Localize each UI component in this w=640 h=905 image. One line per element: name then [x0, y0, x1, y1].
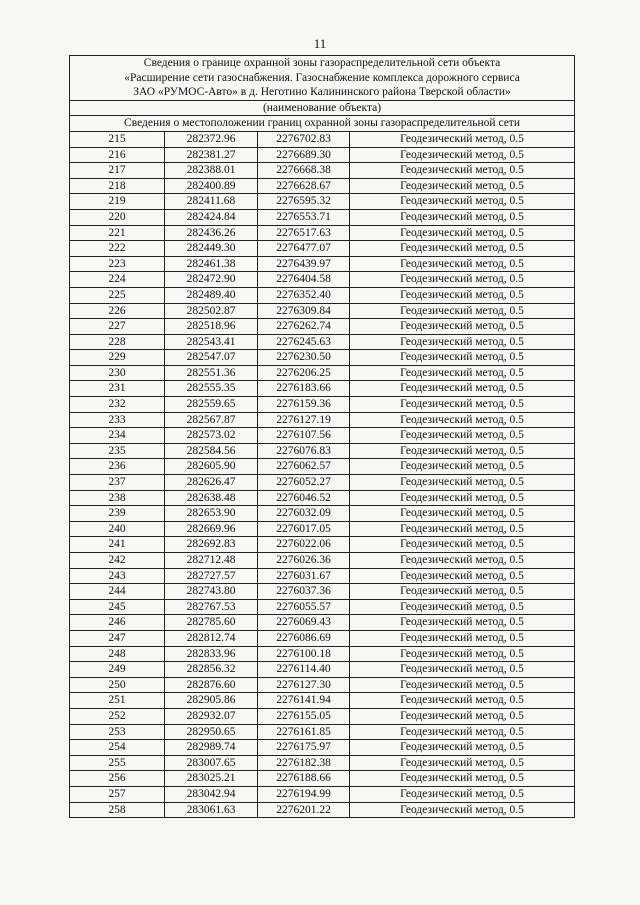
- object-caption-row: [70, 100, 575, 116]
- coord-x-cell: 283025.21: [165, 771, 258, 787]
- point-number-cell: 222: [70, 241, 165, 257]
- method-accuracy-cell: Геодезический метод, 0.5: [350, 599, 575, 615]
- coord-x-cell: 282388.01: [165, 163, 258, 179]
- title-line-2: «Расширение сети газоснабжения. Газоснабжение комплекса дорожного сервиса: [124, 71, 520, 84]
- coord-x-cell: 282400.89: [165, 178, 258, 194]
- coord-y-cell: 2276668.38: [258, 163, 350, 179]
- coord-y-cell: 2276309.84: [258, 303, 350, 319]
- method-accuracy-cell: Геодезический метод, 0.5: [350, 225, 575, 241]
- method-accuracy-cell: Геодезический метод, 0.5: [350, 381, 575, 397]
- point-number-cell: 254: [70, 740, 165, 756]
- coord-x-cell: 282692.83: [165, 537, 258, 553]
- table-row: [70, 443, 575, 459]
- method-accuracy-cell: Геодезический метод, 0.5: [350, 365, 575, 381]
- coord-x-cell: 282543.41: [165, 334, 258, 350]
- coord-x-cell: 282559.65: [165, 397, 258, 413]
- coord-y-cell: 2276352.40: [258, 287, 350, 303]
- point-number-cell: 228: [70, 334, 165, 350]
- title-line-3: ЗАО «РУМОС-Авто» в д. Неготино Калининского района Тверской области»: [133, 86, 511, 99]
- table-row: [70, 740, 575, 756]
- table-row: [70, 131, 575, 147]
- point-number-cell: 224: [70, 272, 165, 288]
- coord-x-cell: 282472.90: [165, 272, 258, 288]
- point-number-cell: 226: [70, 303, 165, 319]
- coord-x-cell: 282876.60: [165, 677, 258, 693]
- table-row: [70, 537, 575, 553]
- coord-x-cell: 282605.90: [165, 459, 258, 475]
- coord-y-cell: 2276553.71: [258, 209, 350, 225]
- method-accuracy-cell: Геодезический метод, 0.5: [350, 693, 575, 709]
- coord-y-cell: 2276517.63: [258, 225, 350, 241]
- coord-y-cell: 2276086.69: [258, 630, 350, 646]
- point-number-cell: 227: [70, 319, 165, 335]
- coord-x-cell: 282785.60: [165, 615, 258, 631]
- coord-y-cell: 2276628.67: [258, 178, 350, 194]
- table-row: [70, 693, 575, 709]
- method-accuracy-cell: Геодезический метод, 0.5: [350, 256, 575, 272]
- table-row: [70, 553, 575, 569]
- coord-x-cell: 282833.96: [165, 646, 258, 662]
- point-number-cell: 250: [70, 677, 165, 693]
- header-title-cell: [70, 56, 575, 101]
- table-row: [70, 287, 575, 303]
- coord-x-cell: 282932.07: [165, 708, 258, 724]
- coord-y-cell: 2276404.58: [258, 272, 350, 288]
- method-accuracy-cell: Геодезический метод, 0.5: [350, 459, 575, 475]
- method-accuracy-cell: Геодезический метод, 0.5: [350, 443, 575, 459]
- method-accuracy-cell: Геодезический метод, 0.5: [350, 350, 575, 366]
- method-accuracy-cell: Геодезический метод, 0.5: [350, 303, 575, 319]
- point-number-cell: 247: [70, 630, 165, 646]
- coord-x-cell: 282989.74: [165, 740, 258, 756]
- coord-x-cell: 282424.84: [165, 209, 258, 225]
- method-accuracy-cell: Геодезический метод, 0.5: [350, 131, 575, 147]
- table-row: [70, 334, 575, 350]
- coord-y-cell: 2276175.97: [258, 740, 350, 756]
- coord-y-cell: 2276031.67: [258, 568, 350, 584]
- title-line-1: Сведения о границе охранной зоны газораспределительной сети объекта: [143, 57, 501, 69]
- point-number-cell: 216: [70, 147, 165, 163]
- point-number-cell: 255: [70, 755, 165, 771]
- coord-x-cell: 282905.86: [165, 693, 258, 709]
- point-number-cell: 223: [70, 256, 165, 272]
- coord-x-cell: 282653.90: [165, 506, 258, 522]
- coord-x-cell: 282461.38: [165, 256, 258, 272]
- table-row: [70, 521, 575, 537]
- coord-x-cell: 282626.47: [165, 475, 258, 491]
- coord-x-cell: 282669.96: [165, 521, 258, 537]
- point-number-cell: 243: [70, 568, 165, 584]
- coord-y-cell: 2276046.52: [258, 490, 350, 506]
- point-number-cell: 238: [70, 490, 165, 506]
- table-row: [70, 615, 575, 631]
- table-row: [70, 412, 575, 428]
- method-accuracy-cell: Геодезический метод, 0.5: [350, 568, 575, 584]
- coord-x-cell: 282567.87: [165, 412, 258, 428]
- coord-y-cell: 2276689.30: [258, 147, 350, 163]
- method-accuracy-cell: Геодезический метод, 0.5: [350, 287, 575, 303]
- point-number-cell: 229: [70, 350, 165, 366]
- point-number-cell: 249: [70, 662, 165, 678]
- method-accuracy-cell: Геодезический метод, 0.5: [350, 615, 575, 631]
- coord-y-cell: 2276062.57: [258, 459, 350, 475]
- point-number-cell: 242: [70, 553, 165, 569]
- coord-y-cell: 2276114.40: [258, 662, 350, 678]
- table-row: [70, 350, 575, 366]
- point-number-cell: 239: [70, 506, 165, 522]
- coord-y-cell: 2276055.57: [258, 599, 350, 615]
- method-accuracy-cell: Геодезический метод, 0.5: [350, 786, 575, 802]
- coord-y-cell: 2276127.30: [258, 677, 350, 693]
- coord-y-cell: 2276076.83: [258, 443, 350, 459]
- coord-y-cell: 2276595.32: [258, 194, 350, 210]
- coord-x-cell: 282449.30: [165, 241, 258, 257]
- coord-y-cell: 2276155.05: [258, 708, 350, 724]
- coord-x-cell: 282950.65: [165, 724, 258, 740]
- table-row: [70, 802, 575, 818]
- method-accuracy-cell: Геодезический метод, 0.5: [350, 677, 575, 693]
- coord-y-cell: 2276017.05: [258, 521, 350, 537]
- coord-y-cell: 2276201.22: [258, 802, 350, 818]
- table-row: [70, 428, 575, 444]
- method-accuracy-cell: Геодезический метод, 0.5: [350, 755, 575, 771]
- point-number-cell: 252: [70, 708, 165, 724]
- method-accuracy-cell: Геодезический метод, 0.5: [350, 724, 575, 740]
- coord-x-cell: 282551.36: [165, 365, 258, 381]
- coord-x-cell: 282411.68: [165, 194, 258, 210]
- point-number-cell: 235: [70, 443, 165, 459]
- table-row: [70, 646, 575, 662]
- table-row: [70, 506, 575, 522]
- coord-y-cell: 2276262.74: [258, 319, 350, 335]
- coord-y-cell: 2276069.43: [258, 615, 350, 631]
- method-accuracy-cell: Геодезический метод, 0.5: [350, 319, 575, 335]
- coord-x-cell: 282489.40: [165, 287, 258, 303]
- coord-y-cell: 2276206.25: [258, 365, 350, 381]
- point-number-cell: 219: [70, 194, 165, 210]
- table-row: [70, 459, 575, 475]
- method-accuracy-cell: Геодезический метод, 0.5: [350, 163, 575, 179]
- table-row: [70, 209, 575, 225]
- method-accuracy-cell: Геодезический метод, 0.5: [350, 553, 575, 569]
- method-accuracy-cell: Геодезический метод, 0.5: [350, 802, 575, 818]
- point-number-cell: 258: [70, 802, 165, 818]
- method-accuracy-cell: Геодезический метод, 0.5: [350, 506, 575, 522]
- method-accuracy-cell: Геодезический метод, 0.5: [350, 646, 575, 662]
- coord-x-cell: 282856.32: [165, 662, 258, 678]
- coord-x-cell: 282712.48: [165, 553, 258, 569]
- coord-y-cell: 2276245.63: [258, 334, 350, 350]
- point-number-cell: 234: [70, 428, 165, 444]
- point-number-cell: 256: [70, 771, 165, 787]
- coord-x-cell: 282727.57: [165, 568, 258, 584]
- method-accuracy-cell: Геодезический метод, 0.5: [350, 708, 575, 724]
- coord-y-cell: 2276100.18: [258, 646, 350, 662]
- coord-x-cell: 283042.94: [165, 786, 258, 802]
- page-number: 11: [313, 36, 327, 51]
- method-accuracy-cell: Геодезический метод, 0.5: [350, 740, 575, 756]
- table-row: [70, 662, 575, 678]
- coord-x-cell: 282436.26: [165, 225, 258, 241]
- coord-y-cell: 2276022.06: [258, 537, 350, 553]
- coord-y-cell: 2276107.56: [258, 428, 350, 444]
- coord-y-cell: 2276182.38: [258, 755, 350, 771]
- point-number-cell: 225: [70, 287, 165, 303]
- table-row: [70, 256, 575, 272]
- point-number-cell: 230: [70, 365, 165, 381]
- coord-y-cell: 2276037.36: [258, 584, 350, 600]
- point-number-cell: 217: [70, 163, 165, 179]
- method-accuracy-cell: Геодезический метод, 0.5: [350, 490, 575, 506]
- table-row: [70, 568, 575, 584]
- table-row: [70, 786, 575, 802]
- coord-x-cell: 283061.63: [165, 802, 258, 818]
- method-accuracy-cell: Геодезический метод, 0.5: [350, 662, 575, 678]
- coord-y-cell: 2276052.27: [258, 475, 350, 491]
- point-number-cell: 240: [70, 521, 165, 537]
- coord-y-cell: 2276161.85: [258, 724, 350, 740]
- point-number-cell: 248: [70, 646, 165, 662]
- coord-y-cell: 2276477.07: [258, 241, 350, 257]
- table-row: [70, 724, 575, 740]
- table-row: [70, 241, 575, 257]
- table-row: [70, 147, 575, 163]
- table-row: [70, 755, 575, 771]
- coord-y-cell: 2276127.19: [258, 412, 350, 428]
- table-row: [70, 272, 575, 288]
- coord-y-cell: 2276194.99: [258, 786, 350, 802]
- table-row: [70, 225, 575, 241]
- table-row: [70, 490, 575, 506]
- coord-x-cell: 282573.02: [165, 428, 258, 444]
- table-row: [70, 319, 575, 335]
- table-row: [70, 178, 575, 194]
- table-row: [70, 475, 575, 491]
- method-accuracy-cell: Геодезический метод, 0.5: [350, 178, 575, 194]
- point-number-cell: 232: [70, 397, 165, 413]
- method-accuracy-cell: Геодезический метод, 0.5: [350, 521, 575, 537]
- method-accuracy-cell: Геодезический метод, 0.5: [350, 584, 575, 600]
- coord-x-cell: 282555.35: [165, 381, 258, 397]
- coord-y-cell: 2276026.36: [258, 553, 350, 569]
- coord-x-cell: 282502.87: [165, 303, 258, 319]
- point-number-cell: 218: [70, 178, 165, 194]
- point-number-cell: 253: [70, 724, 165, 740]
- coord-x-cell: 282518.96: [165, 319, 258, 335]
- section-title: Сведения о местоположении границ охранной зоны газораспределительной сети: [70, 116, 575, 132]
- table-row: [70, 584, 575, 600]
- point-number-cell: 244: [70, 584, 165, 600]
- table-row: [70, 194, 575, 210]
- table-row: [70, 365, 575, 381]
- coord-x-cell: 282638.48: [165, 490, 258, 506]
- method-accuracy-cell: Геодезический метод, 0.5: [350, 412, 575, 428]
- point-number-cell: 246: [70, 615, 165, 631]
- method-accuracy-cell: Геодезический метод, 0.5: [350, 334, 575, 350]
- table-row: [70, 381, 575, 397]
- coord-y-cell: 2276439.97: [258, 256, 350, 272]
- coord-x-cell: 282584.56: [165, 443, 258, 459]
- point-number-cell: 215: [70, 131, 165, 147]
- table-row: [70, 303, 575, 319]
- point-number-cell: 220: [70, 209, 165, 225]
- coord-x-cell: 282547.07: [165, 350, 258, 366]
- point-number-cell: 251: [70, 693, 165, 709]
- method-accuracy-cell: Геодезический метод, 0.5: [350, 194, 575, 210]
- coord-y-cell: 2276702.83: [258, 131, 350, 147]
- boundary-table: [69, 55, 575, 818]
- method-accuracy-cell: Геодезический метод, 0.5: [350, 209, 575, 225]
- point-number-cell: 233: [70, 412, 165, 428]
- point-number-cell: 241: [70, 537, 165, 553]
- coord-y-cell: 2276183.66: [258, 381, 350, 397]
- coord-x-cell: 282812.74: [165, 630, 258, 646]
- header-title-row: [70, 56, 575, 101]
- table-row: [70, 677, 575, 693]
- point-number-cell: 245: [70, 599, 165, 615]
- method-accuracy-cell: Геодезический метод, 0.5: [350, 272, 575, 288]
- coord-y-cell: 2276032.09: [258, 506, 350, 522]
- coord-x-cell: 282381.27: [165, 147, 258, 163]
- coord-y-cell: 2276188.66: [258, 771, 350, 787]
- coord-y-cell: 2276159.36: [258, 397, 350, 413]
- section-title-row: [70, 116, 575, 132]
- coord-x-cell: 282767.53: [165, 599, 258, 615]
- coord-x-cell: 282372.96: [165, 131, 258, 147]
- method-accuracy-cell: Геодезический метод, 0.5: [350, 147, 575, 163]
- table-row: [70, 708, 575, 724]
- coord-y-cell: 2276230.50: [258, 350, 350, 366]
- table-row: [70, 599, 575, 615]
- point-number-cell: 231: [70, 381, 165, 397]
- point-number-cell: 236: [70, 459, 165, 475]
- coord-x-cell: 283007.65: [165, 755, 258, 771]
- table-row: [70, 163, 575, 179]
- method-accuracy-cell: Геодезический метод, 0.5: [350, 537, 575, 553]
- point-number-cell: 221: [70, 225, 165, 241]
- method-accuracy-cell: Геодезический метод, 0.5: [350, 241, 575, 257]
- method-accuracy-cell: Геодезический метод, 0.5: [350, 630, 575, 646]
- table-row: [70, 630, 575, 646]
- coord-x-cell: 282743.80: [165, 584, 258, 600]
- coord-y-cell: 2276141.94: [258, 693, 350, 709]
- method-accuracy-cell: Геодезический метод, 0.5: [350, 428, 575, 444]
- point-number-cell: 237: [70, 475, 165, 491]
- method-accuracy-cell: Геодезический метод, 0.5: [350, 475, 575, 491]
- table-row: [70, 397, 575, 413]
- object-caption: (наименование объекта): [70, 100, 575, 116]
- point-number-cell: 257: [70, 786, 165, 802]
- method-accuracy-cell: Геодезический метод, 0.5: [350, 397, 575, 413]
- table-row: [70, 771, 575, 787]
- method-accuracy-cell: Геодезический метод, 0.5: [350, 771, 575, 787]
